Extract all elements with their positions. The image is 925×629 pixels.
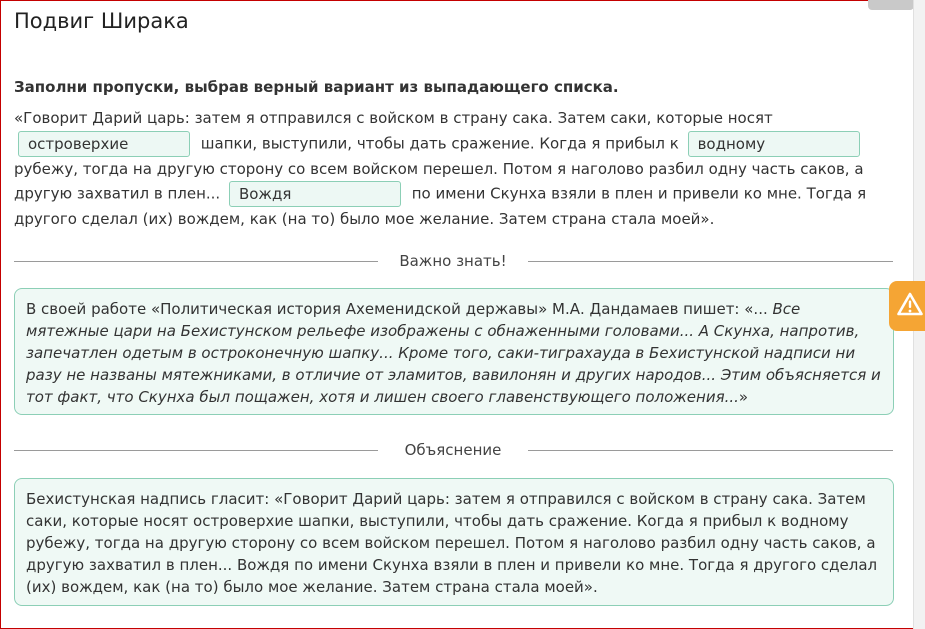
text-segment-2: шапки, выступили, чтобы дать сражение. Когда я прибыл к [200, 134, 679, 152]
task-instruction: Заполни пропуски, выбрав верный вариант из выпадающего списка. [14, 78, 619, 96]
text-segment-1: «Говорит Дарий царь: затем я отправился с войском в страну сака. Затем саки, которые носят [14, 109, 773, 127]
text-segment-3: рубежу, тогда на другую сторону со всем войском перешел. Потом я наголово разбил одну часть саков, а другую захватил в плен... [14, 159, 864, 203]
explanation-box [14, 478, 894, 606]
important-lead: В своей работе «Политическая история Ахеменидской державы» М.А. Дандамаев пишет: «... [26, 300, 768, 318]
top-tab-handle[interactable] [868, 0, 914, 10]
explanation-divider [14, 441, 893, 461]
important-heading: Важно знать! [399, 252, 507, 270]
important-quote: Все мятежные цари на Бехистунском рельефе изображены с обнаженными головами... А Скунха, напротив, запечатлен одетым в остроконечную шапку... Кроме того, саки-тиграхауда в Бехистунской надписи ни разу не названы мятежниками, в отличие от эламитов, вавилонян и других народов... Этим объясняется и тот факт, что Скунха был пощажен, хотя и лишен своего главенствующего положения... [26, 300, 881, 406]
fill-in-text [14, 106, 894, 232]
text-segment-4: по имени Скунха взяли в плен и привели ко мне. Тогда я другого сделал (их) вождем, как (на то) было мое желание. Затем страна стала моей». [14, 184, 867, 228]
important-divider [14, 252, 893, 272]
explanation-heading: Объяснение [404, 441, 502, 459]
dropdown-blank-2[interactable]: водному [688, 131, 860, 157]
dropdown-blank-3[interactable]: Вождя [229, 181, 401, 207]
warning-icon [897, 292, 923, 316]
warning-tab[interactable] [889, 281, 925, 331]
important-tail: » [738, 388, 749, 406]
dropdown-blank-1[interactable]: островерхие [18, 131, 190, 157]
page-title: Подвиг Ширака [14, 9, 189, 33]
important-box [14, 288, 894, 415]
explanation-text: Бехистунская надпись гласит: «Говорит Дарий царь: затем я отправился с войском в страну сака. Затем саки, которые носят островерхие шапки, выступили, чтобы дать сражение. Когда я прибыл к водному рубежу, тогда на другую сторону со всем войском перешел. Потом я наголово разбил одну часть саков, а другую захватил в плен... Вождя по имени Скунха взяли в плен и привели ко мне. Тогда я другого сделал (их) вождем, как (на то) было мое желание. Затем страна стала моей». [26, 490, 878, 596]
